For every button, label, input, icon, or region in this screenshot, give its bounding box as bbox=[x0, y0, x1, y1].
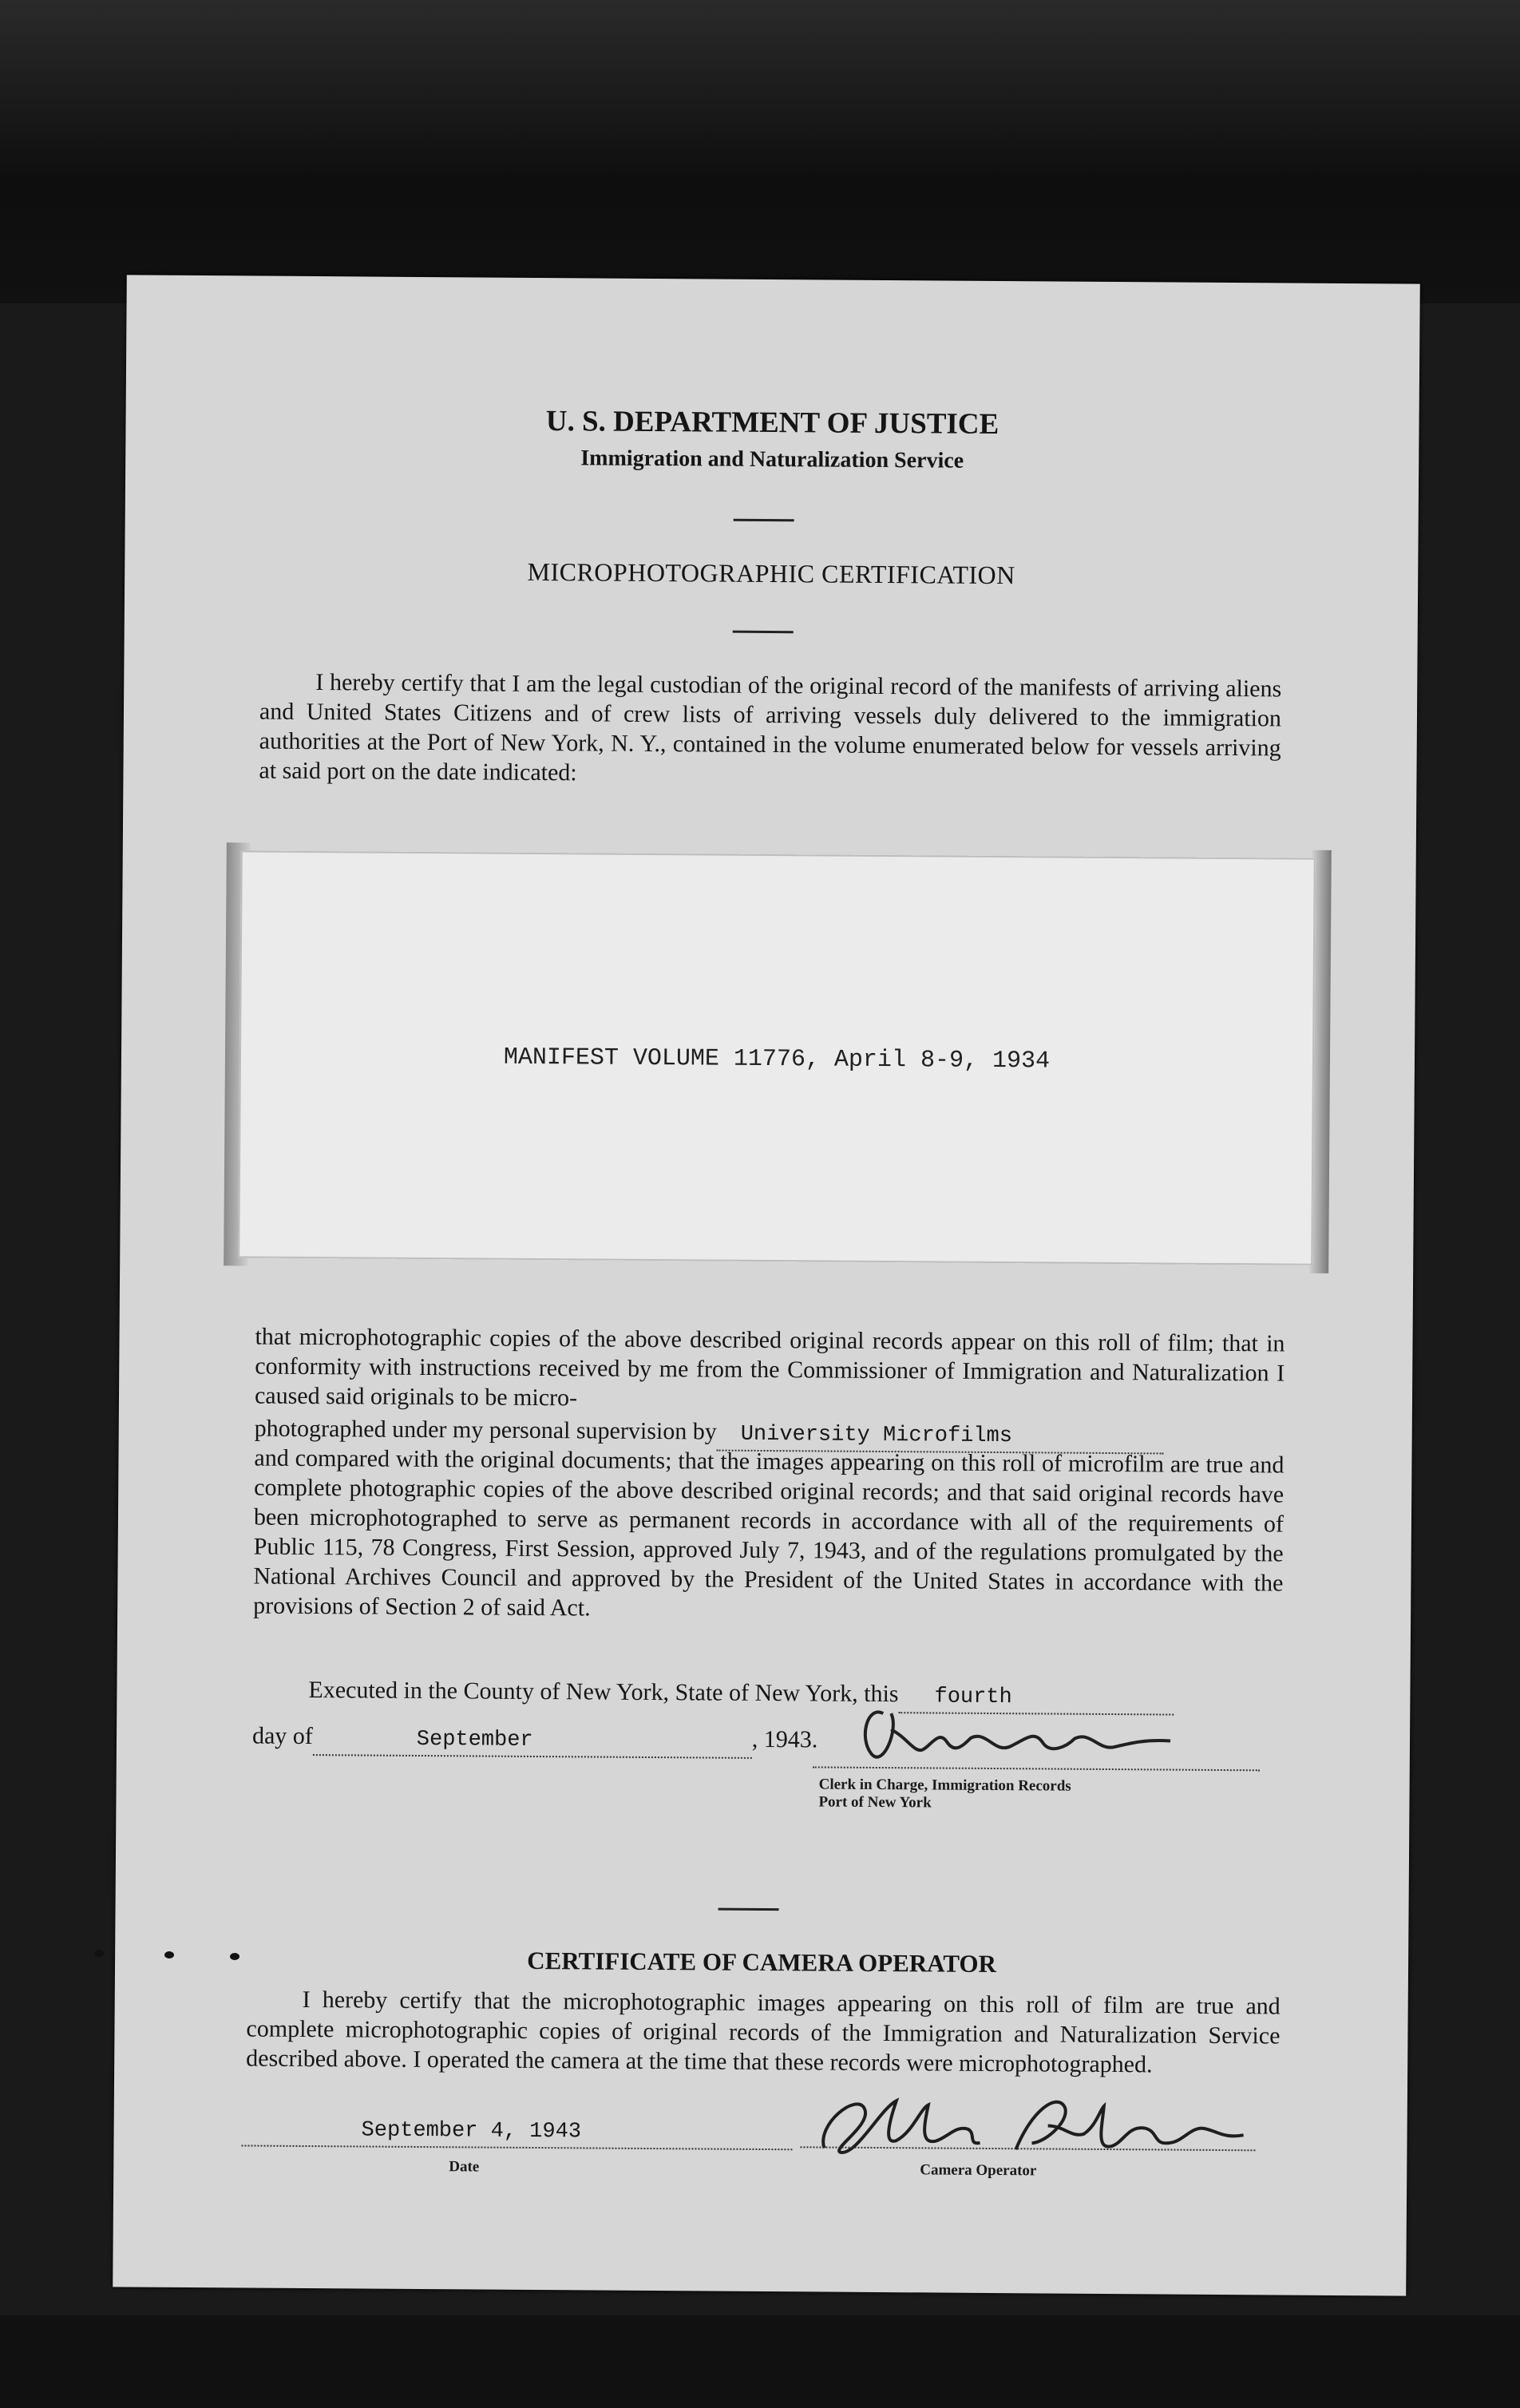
body-text-2: and compared with the original documents; that the images appearing on this roll of microfilm are true and complete photographic copies of the above described original records; and that said original records have been microphotographed to serve as permanent records in accordance with all of the requirements of Public 115, 78 Congress, First Session, approved July 7, 1943, and of the regulations promulgated by the National Archives Council and approved by the President of the United States in accordance with the provisions of Section 2 of said Act. bbox=[253, 1444, 1284, 1622]
film-border-bottom bbox=[0, 2315, 1520, 2408]
camera-operator-signature bbox=[808, 2076, 1256, 2167]
supervisor-value: University Microfilms bbox=[717, 1420, 1164, 1455]
intro-text: I hereby certify that I am the legal custodian of the original record of the manifests of arriving aliens and United States Citizens and of crew lists of arriving vessels duly delivered to the immigration authorities at the Port of New York, N. Y., contained in the volume enumerated below for vessels arriving at said port on the date indicated: bbox=[259, 669, 1282, 786]
body-paragraph-2 bbox=[253, 1444, 1284, 1628]
body-text-1: that microphotographic copies of the above described original records appear on this roll of film; that in conformity with instructions received by me from the Commissioner of Immigration and Naturalization I caused said originals to be micro- bbox=[254, 1323, 1285, 1412]
certificate-page bbox=[113, 275, 1420, 2295]
execution-year: , 1943. bbox=[751, 1725, 818, 1753]
execution-prefix: Executed in the County of New York, State of New York, this bbox=[308, 1677, 899, 1708]
date-label: Date bbox=[449, 2158, 480, 2176]
camera-certificate-title: CERTIFICATE OF CAMERA OPERATOR bbox=[527, 1946, 997, 1978]
supervision-prefix: photographed under my personal supervision by bbox=[254, 1415, 717, 1445]
volume-text: MANIFEST VOLUME 11776, April 8-9, 1934 bbox=[503, 1044, 1051, 1075]
camera-operator-label: Camera Operator bbox=[920, 2161, 1037, 2180]
execution-month: September bbox=[313, 1725, 752, 1759]
department-heading: U. S. DEPARTMENT OF JUSTICE bbox=[545, 405, 999, 442]
clerk-signature bbox=[835, 1681, 1179, 1780]
certification-title: MICROPHOTOGRAPHIC CERTIFICATION bbox=[527, 556, 1015, 590]
clerk-title-line1: Clerk in Charge, Immigration Records bbox=[818, 1776, 1071, 1795]
intro-paragraph bbox=[259, 667, 1281, 793]
execution-day: fourth bbox=[898, 1682, 1174, 1715]
clerk-title bbox=[818, 1776, 1071, 1812]
divider bbox=[718, 1908, 779, 1911]
camera-text: I hereby certify that the microphotographic images appearing on this roll of film are true and complete microphotographic copies of original records of the Immigration and Naturalization Service described above. I operated the camera at the time that these records were microphotographed. bbox=[246, 1986, 1281, 2078]
film-mark bbox=[230, 1953, 239, 1960]
camera-date-value: September 4, 1943 bbox=[241, 2115, 792, 2150]
divider bbox=[734, 519, 794, 522]
clerk-title-line2: Port of New York bbox=[818, 1793, 932, 1812]
divider bbox=[733, 631, 794, 634]
film-mark bbox=[164, 1951, 174, 1958]
film-mark bbox=[94, 1950, 104, 1957]
film-border-top bbox=[0, 0, 1520, 303]
service-heading: Immigration and Naturalization Service bbox=[580, 446, 964, 473]
camera-date-field bbox=[241, 2112, 672, 2149]
body-paragraph-1 bbox=[255, 1322, 1285, 1418]
day-of-label: day of bbox=[251, 1722, 313, 1750]
volume-card bbox=[238, 850, 1316, 1265]
camera-paragraph bbox=[246, 1984, 1281, 2080]
